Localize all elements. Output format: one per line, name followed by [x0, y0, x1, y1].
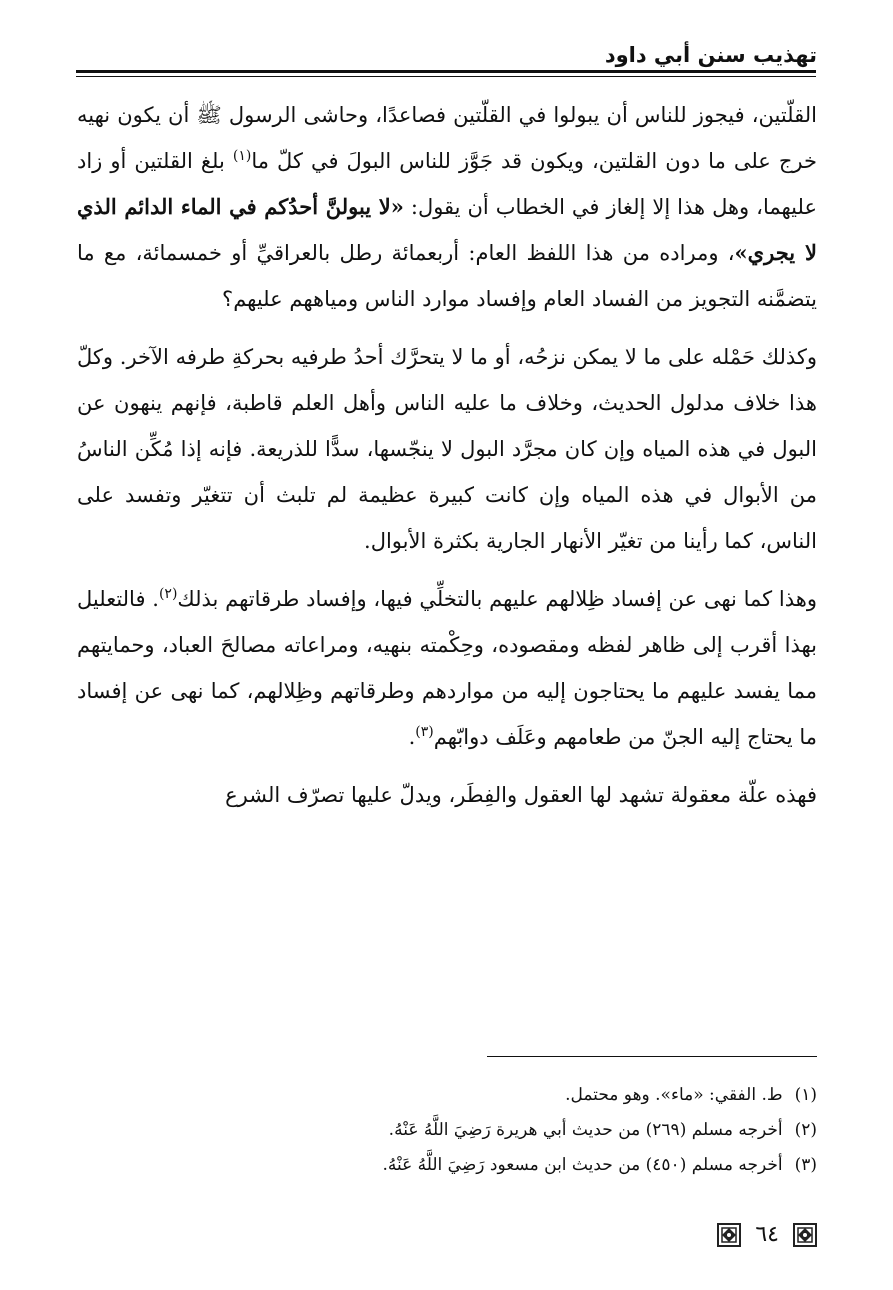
footnote-3: [77, 1148, 817, 1183]
footnotes: [77, 1078, 817, 1183]
footnote-text: ط. الفقي: «ماء». وهو محتمل.: [565, 1085, 783, 1105]
page-number: ٦٤: [755, 1222, 779, 1247]
ornament-icon: [793, 1223, 817, 1247]
footnote-separator: [487, 1056, 817, 1057]
footnote-text: أخرجه مسلم (٢٦٩) من حديث أبي هريرة رَضِيَ اللَّهُ عَنْهُ.: [388, 1120, 783, 1140]
paragraph-3-part-a: وهذا كما نهى عن إفساد ظِلالهم عليهم بالتخلِّي فيها، وإفساد طرقاتهم بذلك: [177, 587, 817, 611]
footnote-1: [77, 1078, 817, 1113]
paragraph-3: [77, 576, 817, 760]
paragraph-3-part-b: . فالتعليل بهذا أقرب إلى ظاهر لفظه ومقصوده، وحِكْمته بنهيه، ومراعاته مصالحَ العباد، وحمايتهم مما يفسد عليهم ما يحتاجون إليه من مواردهم وطرقاتهم وظِلالهم، كما نهى عن إفساد ما يحتاج إليه الجنّ من طعامهم وعَلَف دوابّهم: [77, 587, 817, 749]
paragraph-4: فهذه علّة معقولة تشهد لها العقول والفِطَر، ويدلّ عليها تصرّف الشرع: [225, 783, 817, 807]
footnote-text: أخرجه مسلم (٤٥٠) من حديث ابن مسعود رَضِيَ اللَّهُ عَنْهُ.: [382, 1155, 783, 1175]
header-rule-thick: [76, 70, 816, 73]
footnote-number: (٣): [794, 1155, 817, 1175]
ornament-icon: [717, 1223, 741, 1247]
footnote-ref-3: (٣): [415, 724, 434, 740]
paragraph-1-part-a: القلّتين، فيجوز للناس أن يبولوا في القلّتين فصاعدًا، وحاشى الرسول ﷺ أن يكون نهيه خرج على ما دون القلتين، ويكون قد جَوَّز للناس البولَ في كلّ ما: [77, 103, 817, 173]
footnote-number: (١): [794, 1085, 817, 1105]
page-footer: [677, 1220, 817, 1250]
main-text: [77, 92, 817, 818]
paragraph-1: [77, 92, 817, 322]
footnote-2: [77, 1113, 817, 1148]
hadith-quote: «لا يبولنَّ أحدُكم في الماء الدائم الذي لا يجري»: [77, 194, 817, 265]
footnote-number: (٢): [794, 1120, 817, 1140]
paragraph-3-part-c: .: [408, 725, 416, 749]
footnote-ref-1: (١): [232, 148, 252, 164]
header-rule-thin: [76, 76, 816, 77]
paragraph-1-part-b: بلغ القلتين أو زاد عليهما، وهل هذا إلا إلغاز في الخطاب أن يقول:: [77, 149, 817, 219]
paragraph-2: وكذلك حَمْله على ما لا يمكن نزحُه، أو ما لا يتحرَّك أحدُ طرفيه بحركةِ طرفه الآخر. وكلّ هذا خلاف مدلول الحديث، وخلاف ما عليه الناس وأهل العلم قاطبة، فإنهم ينهون عن البول في هذه المياه وإن كان مجرَّد البول لا ينجّسها، سدًّا للذريعة. فإنه إذا مُكِّن الناسُ من الأبوال في هذه المياه وإن كانت كبيرة عظيمة لم تلبث أن تتغيّر وتفسد على الناس، كما رأينا من تغيّر الأنهار الجارية بكثرة الأبوال.: [77, 345, 817, 553]
paragraph-1-part-c: ، ومراده من هذا اللفظ العام: أربعمائة رطل بالعراقيِّ أو خمسمائة، مع ما يتضمَّنه التجويز من الفساد العام وإفساد موارد الناس ومياههم عليهم؟: [77, 241, 817, 311]
running-title: تهذيب سنن أبي داود: [604, 43, 817, 67]
footnote-ref-2: (٢): [158, 586, 178, 602]
